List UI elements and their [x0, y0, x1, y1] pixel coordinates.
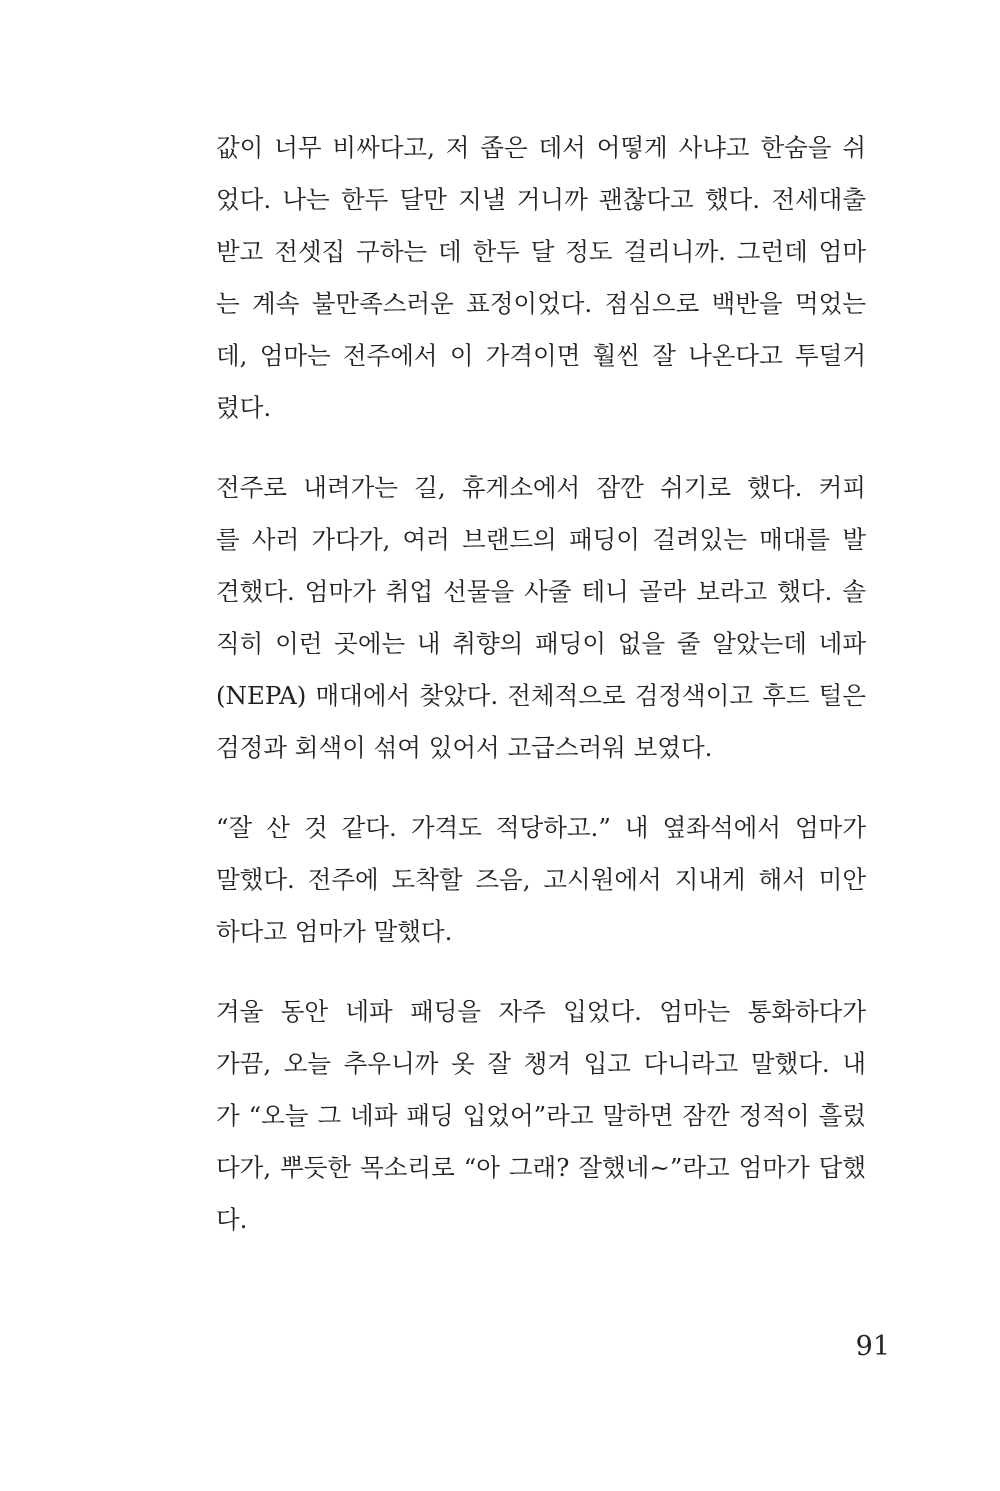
text-line: 데, 엄마는 전주에서 이 가격이면 훨씬 잘 나온다고 투덜거: [216, 341, 866, 370]
text-line: 겨울 동안 네파 패딩을 자주 입었다. 엄마는 통화하다가: [216, 997, 866, 1026]
text-line: 가끔, 오늘 추우니까 옷 잘 챙겨 입고 다니라고 말했다. 내: [216, 1049, 866, 1078]
text-line: 다가, 뿌듯한 목소리로 “아 그래? 잘했네~”라고 엄마가 답했: [216, 1153, 866, 1182]
text-line: 는 계속 불만족스러운 표정이었다. 점심으로 백반을 먹었는: [216, 289, 866, 318]
text-line: “잘 산 것 같다. 가격도 적당하고.” 내 옆좌석에서 엄마가: [216, 813, 866, 842]
text-line: 받고 전셋집 구하는 데 한두 달 정도 걸리니까. 그런데 엄마: [216, 237, 866, 266]
text-line: 하다고 엄마가 말했다.: [216, 917, 453, 946]
text-line: 말했다. 전주에 도착할 즈음, 고시원에서 지내게 해서 미안: [216, 865, 866, 894]
page-number: 91: [855, 1331, 890, 1362]
text-line: 전주로 내려가는 길, 휴게소에서 잠깐 쉬기로 했다. 커피: [216, 473, 866, 502]
text-line: 가 “오늘 그 네파 패딩 입었어”라고 말하면 잠깐 정적이 흘렀: [216, 1101, 866, 1130]
text-line: 다.: [216, 1205, 248, 1234]
text-line: 검정과 회색이 섞여 있어서 고급스러워 보였다.: [216, 733, 713, 762]
text-line: 값이 너무 비싸다고, 저 좁은 데서 어떻게 사냐고 한숨을 쉬: [216, 133, 866, 162]
text-line: 직히 이런 곳에는 내 취향의 패딩이 없을 줄 알았는데 네파: [216, 629, 866, 658]
text-line: 렸다.: [216, 393, 272, 422]
text-line: (NEPA) 매대에서 찾았다. 전체적으로 검정색이고 후드 털은: [216, 681, 866, 710]
text-line: 었다. 나는 한두 달만 지낼 거니까 괜찮다고 했다. 전세대출: [216, 185, 866, 214]
text-line: 를 사러 가다가, 여러 브랜드의 패딩이 걸려있는 매대를 발: [216, 525, 866, 554]
text-line: 견했다. 엄마가 취업 선물을 사줄 테니 골라 보라고 했다. 솔: [216, 577, 866, 606]
